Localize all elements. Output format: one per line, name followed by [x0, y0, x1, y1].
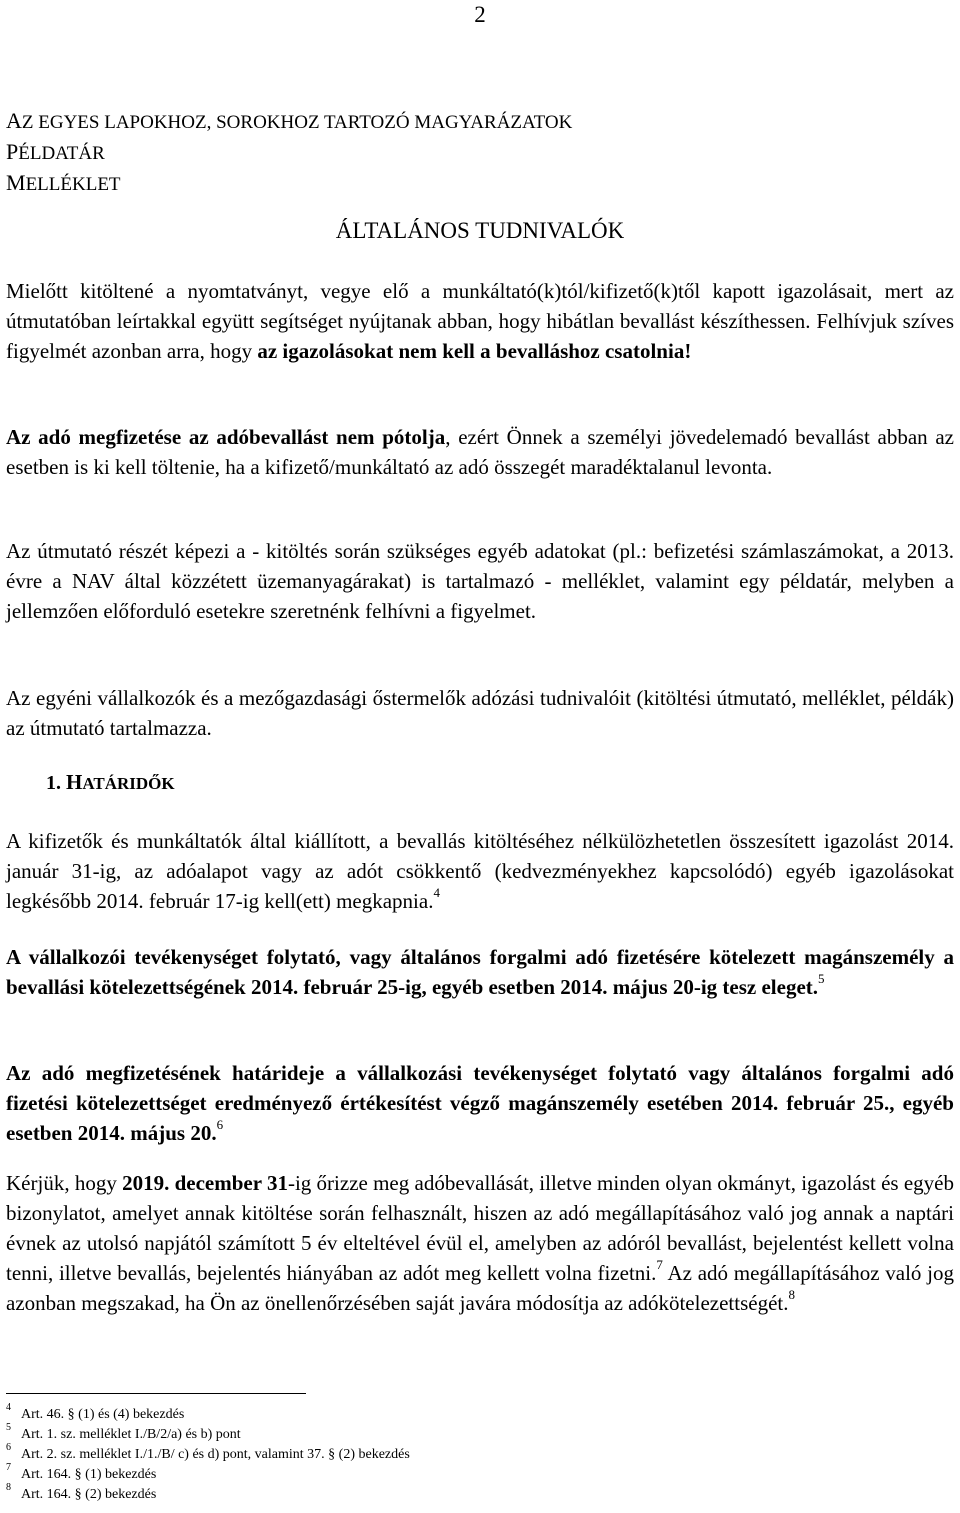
footnote: $^6$ Art. 2. sz. melléklet I./1./B/ c) és d) pont, valamint 37. § (2) bekezdés	[6, 1442, 410, 1462]
footnote: $^8$ Art. 164. § (2) bekezdés	[6, 1482, 157, 1502]
footnote-ref[interactable]: 7	[656, 1257, 663, 1272]
footnote-ref[interactable]: 5	[818, 971, 825, 986]
footnote: $^7$ Art. 164. § (1) bekezdés	[6, 1462, 157, 1482]
main-heading: ÁLTALÁNOS TUDNIVALÓK	[335, 218, 625, 243]
section-heading: 1. HATÁRIDŐK	[46, 770, 175, 794]
toc-list	[6, 106, 572, 199]
toc-item: AZ EGYES LAPOKHOZ, SOROKHOZ TARTOZÓ MAGYARÁZATOK	[6, 108, 573, 133]
toc-item: MELLÉKLET	[6, 170, 121, 195]
footnote-ref[interactable]: 6	[216, 1117, 224, 1132]
footnote: $^4$ Art. 46. § (1) és (4) bekezdés	[6, 1402, 185, 1422]
paragraph-attachments: Az útmutató részét képezi a - kitöltés során szükséges egyéb adatokat (pl.: befizetési számlaszámokat, a 2013. évre a NAV által közzétett üzemanyagárakat) is tartalmazó - melléklet, valamint egy példatár, melyben a jellemzően előforduló esetekre szeretnénk felhívni a figyelmet.	[6, 539, 954, 623]
paragraph-payment: Az adó megfizetése az adóbevallást nem pótolja, ezért Önnek a személyi jövedelemadó bevallást abban az esetben is ki kell töltenie, ha a kifizető/munkáltató az adó összegét maradéktalanul levonta.	[6, 425, 954, 479]
paragraph-entrepreneurs: Az egyéni vállalkozók és a mezőgazdasági őstermelők adózási tudnivalóit (kitöltési útmutató, melléklet, példák) az útmutató tartalmazza.	[6, 686, 954, 740]
paragraph-intro: Mielőtt kitöltené a nyomtatványt, vegye elő a munkáltató(k)tól/kifizető(k)től kapott igazolásait, mert az útmutatóban leírtakkal együtt segítséget nyújtanak abban, hogy hibátlan bevallást készíthessen. Felhívjuk szíves figyelmét azonban arra, hogy az igazolásokat nem kell a bevalláshoz csatolnia!	[6, 279, 954, 363]
page-number: 2	[474, 2, 486, 27]
toc-item: PÉLDATÁR	[6, 139, 105, 164]
footnote-ref[interactable]: 4	[433, 885, 440, 900]
footnote: $^5$ Art. 1. sz. melléklet I./B/2/a) és b) pont	[6, 1422, 241, 1442]
footnote-ref[interactable]: 8	[788, 1287, 795, 1302]
paragraph-retention: Kérjük, hogy 2019. december 31-ig őrizze meg adóbevallását, illetve minden olyan okmányt, igazolást és egyéb bizonylatot, amelyet annak kitöltése során felhasznált, hiszen az adó megállapításához való jog annak a naptári évnek az utolsó napjától számított 5 év elteltével évül el, amelyben az adóról bevallást, bejelentést kellett volna tenni, illetve bevallás, bejelentés hiányában az adót meg kellett volna fizetni.$^7$ Az adó megállapításához való jog azonban megszakad, ha Ön az önellenőrzésében saját javára módosítja az adókötelezettségét.$^8$	[6, 1171, 954, 1315]
paragraph-deadlines: A kifizetők és munkáltatók által kiállított, a bevallás kitöltéséhez nélkülözhetetlen összesített igazolást 2014. január 31-ig, az adóalapot vagy az adót csökkentő (kedvezményekhez kapcsolódó) egyéb igazolásokat legkésőbb 2014. február 17-ig kell(ett) megkapnia.$^4$	[6, 829, 954, 913]
paragraph-payment-deadline: Az adó megfizetésének határideje a vállalkozási tevékenységet folytató vagy általános forgalmi adó fizetési kötelezettséget eredményező értékesítést végző magánszemély esetében 2014. február 25., egyéb esetben 2014. május 20.$^6$	[6, 1061, 954, 1145]
footnotes	[6, 1402, 410, 1505]
paragraph-entrepreneur-deadline: A vállalkozói tevékenységet folytató, vagy általános forgalmi adó fizetésére kötelezett magánszemély a bevallási kötelezettségének 2014. február 25-ig, egyéb esetben 2014. május 20-ig tesz eleget.$^5$	[6, 945, 954, 999]
footnote-divider	[6, 1393, 306, 1394]
